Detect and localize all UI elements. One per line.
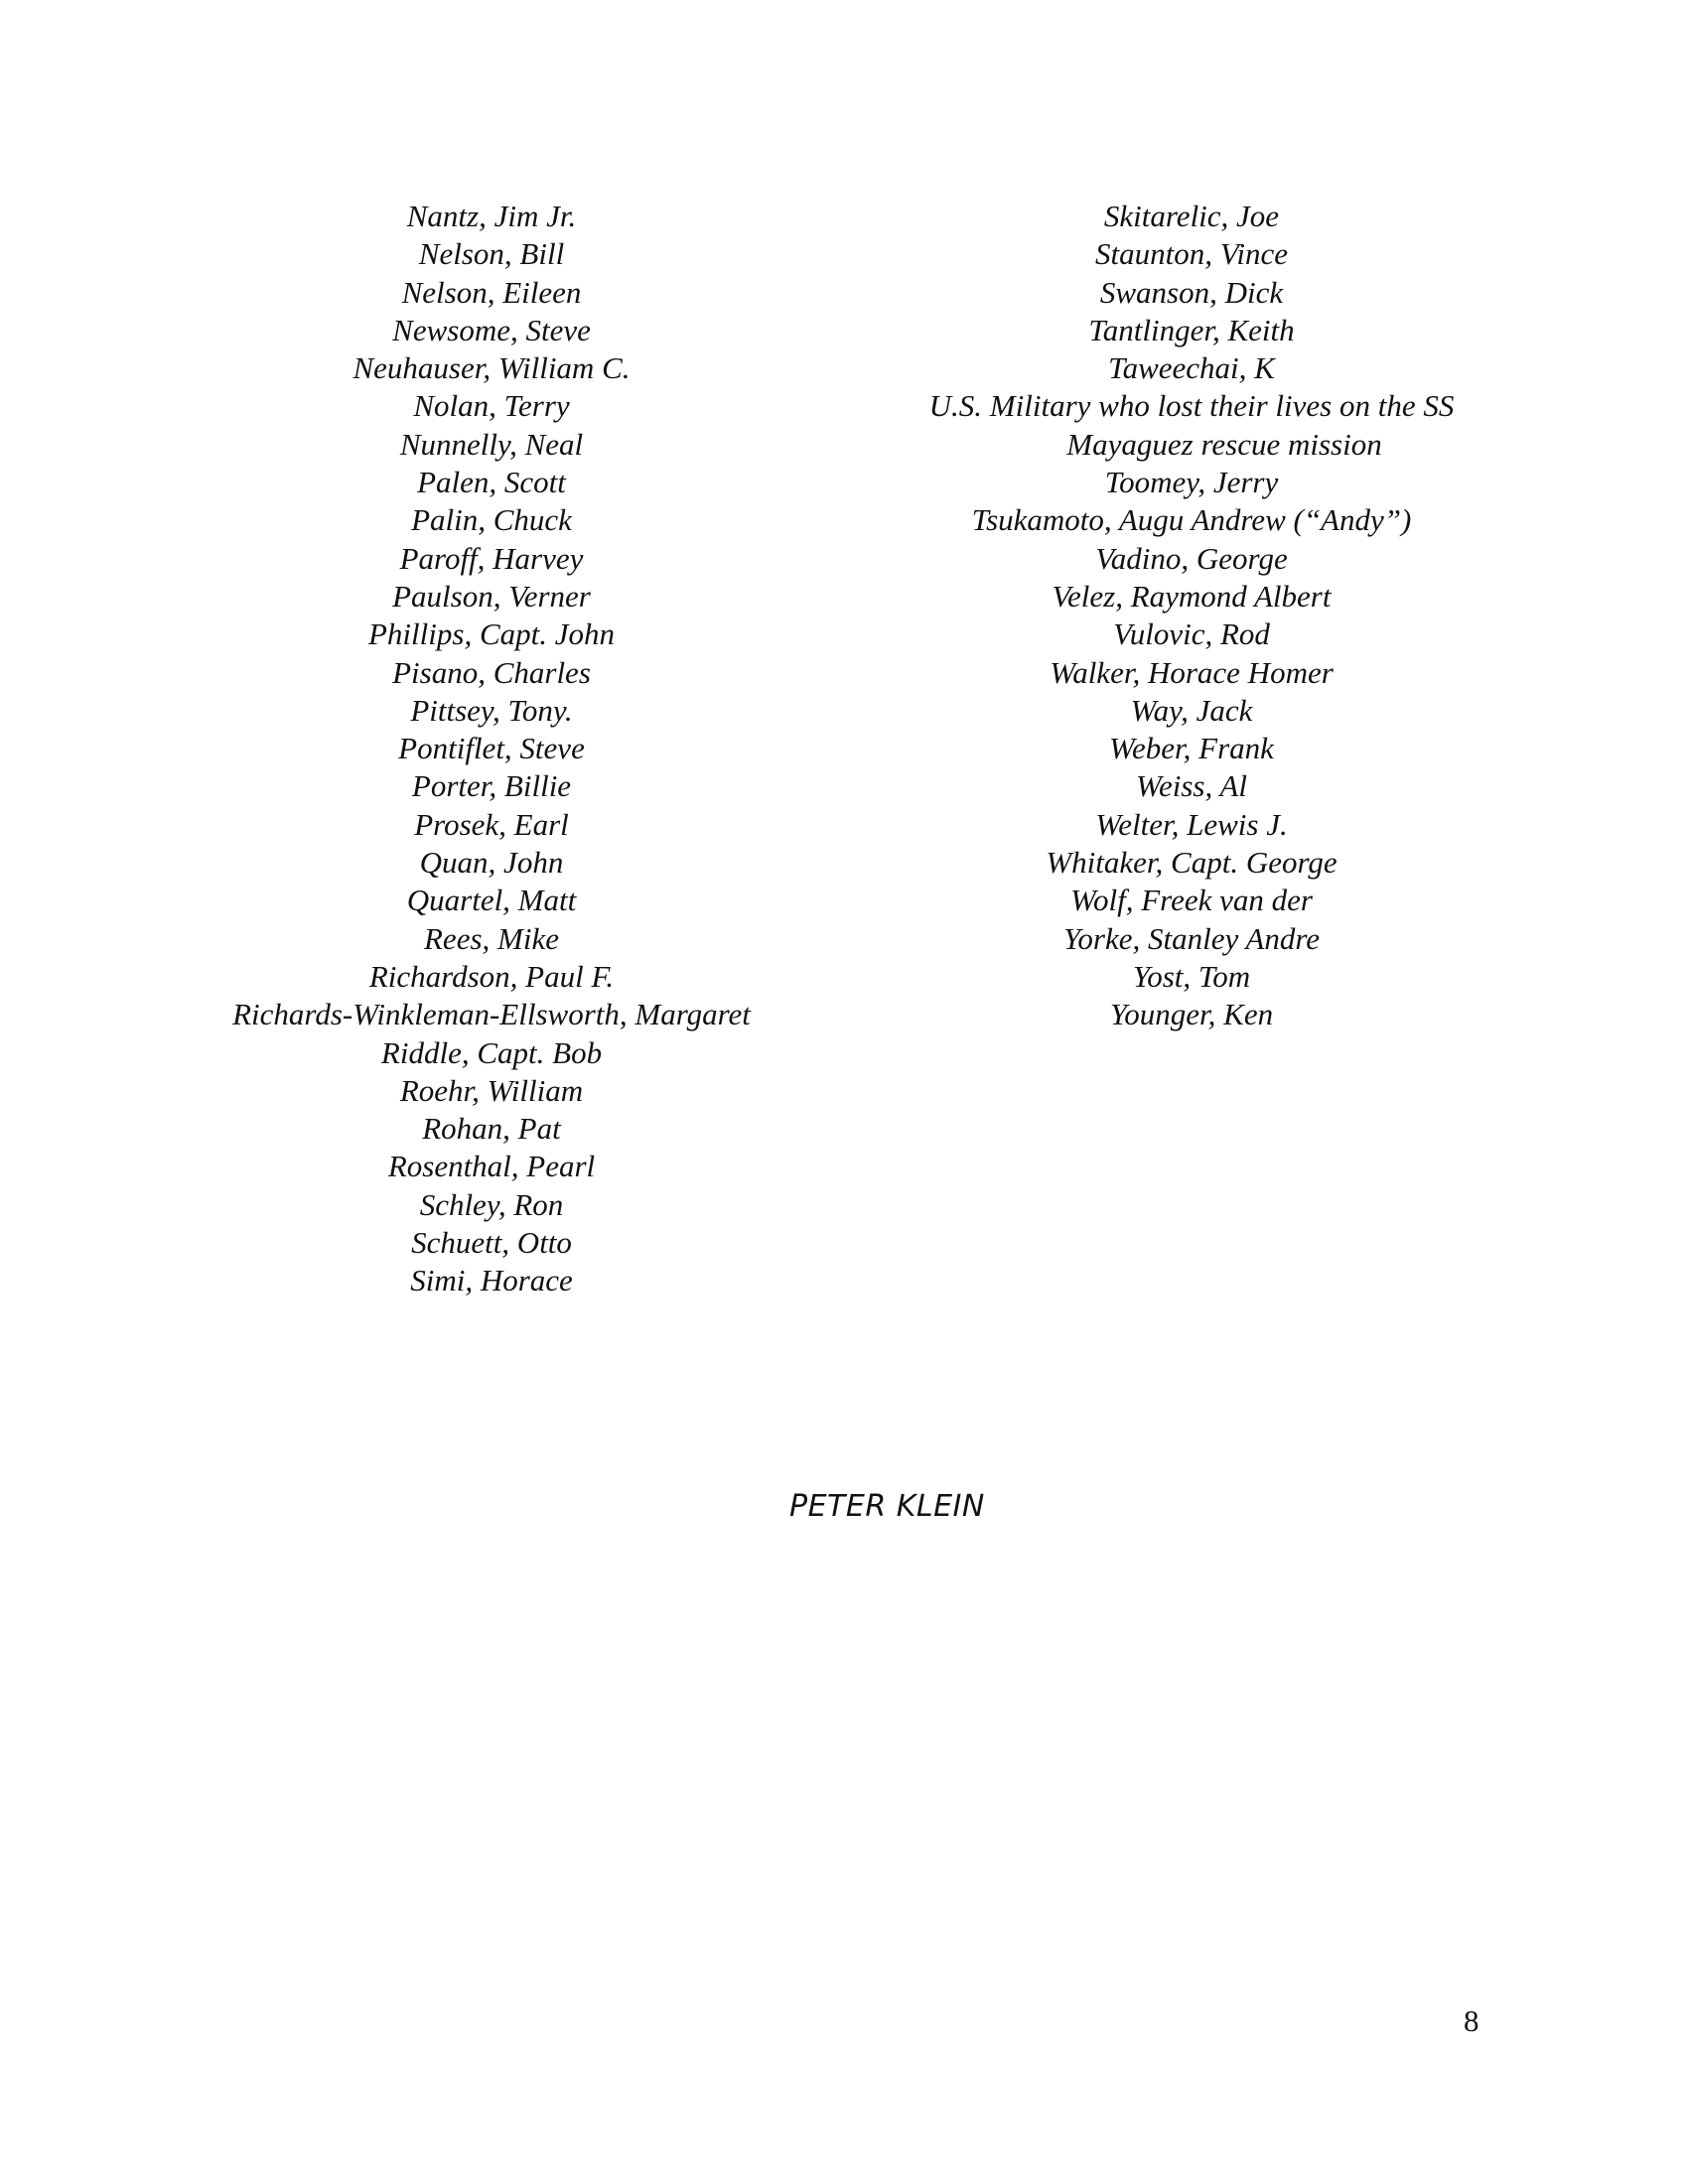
- name-entry: [194, 1262, 789, 1299]
- name-entry: [194, 198, 789, 235]
- name-entry: [194, 1148, 789, 1185]
- name-text: Quan, John: [419, 845, 564, 881]
- name-text: Pittsey, Tony.: [410, 692, 573, 728]
- name-text: Richards-Winkleman-Ellsworth, Margaret: [232, 997, 751, 1032]
- name-text: Welter, Lewis J.: [1095, 806, 1288, 842]
- name-entry: [889, 578, 1494, 615]
- name-entry: [194, 767, 789, 805]
- name-entry: [194, 235, 789, 273]
- name-text: Palin, Chuck: [411, 502, 572, 538]
- names-column-right: [889, 198, 1494, 1034]
- name-entry: [194, 1034, 789, 1072]
- name-entry: [889, 540, 1494, 578]
- name-entry: [194, 387, 789, 425]
- name-entry: [889, 958, 1494, 996]
- name-text: Whitaker, Capt. George: [1046, 845, 1337, 881]
- page-number: 8: [1464, 2003, 1479, 2038]
- name-entry: [194, 1224, 789, 1262]
- name-text: Neuhauser, William C.: [352, 350, 631, 386]
- name-text: Paulson, Verner: [392, 578, 591, 614]
- name-entry: [889, 920, 1494, 958]
- name-text: Schley, Ron: [419, 1186, 564, 1222]
- name-entry: [194, 882, 789, 919]
- name-entry: [194, 920, 789, 958]
- name-text: Prosek, Earl: [414, 806, 569, 842]
- name-text: Nantz, Jim Jr.: [406, 199, 577, 233]
- name-entry: [194, 692, 789, 730]
- name-entry: [194, 615, 789, 653]
- signature: PETER KLEIN: [789, 1489, 985, 1524]
- name-entry: [194, 540, 789, 578]
- names-column-left: [194, 198, 789, 1300]
- name-text: Rosenthal, Pearl: [387, 1149, 596, 1184]
- name-entry: [194, 501, 789, 539]
- name-entry: [194, 958, 789, 996]
- name-text: Porter, Billie: [411, 768, 572, 804]
- name-text: Mayaguez rescue mission: [1066, 426, 1382, 462]
- name-entry: [889, 464, 1494, 501]
- name-entry: [889, 654, 1494, 692]
- name-text: Simi, Horace: [410, 1263, 573, 1298]
- name-text: Roehr, William: [399, 1072, 584, 1108]
- name-entry: [889, 844, 1494, 882]
- name-text: Toomey, Jerry: [1104, 465, 1279, 500]
- name-text: Younger, Ken: [1109, 997, 1274, 1032]
- name-text: Pontiflet, Steve: [398, 731, 585, 766]
- name-entry: [889, 501, 1494, 539]
- name-text: Weber, Frank: [1109, 731, 1274, 766]
- name-entry: [889, 426, 1494, 464]
- name-entry: [889, 692, 1494, 730]
- name-entry: [889, 767, 1494, 805]
- name-entry: [194, 464, 789, 501]
- name-text: Skitarelic, Joe: [1103, 199, 1280, 233]
- name-text: Tantlinger, Keith: [1088, 312, 1295, 347]
- name-entry: [194, 274, 789, 312]
- name-text: Vulovic, Rod: [1113, 616, 1270, 652]
- name-entry: [194, 349, 789, 387]
- name-entry: [194, 1110, 789, 1148]
- name-text: Paroff, Harvey: [399, 540, 584, 576]
- name-text: Palen, Scott: [417, 465, 566, 500]
- name-text: Pisano, Charles: [392, 654, 591, 690]
- name-text: U.S. Military who lost their lives on the SS: [928, 388, 1455, 424]
- name-text: Schuett, Otto: [411, 1225, 572, 1261]
- name-entry: [889, 387, 1494, 425]
- name-text: Rohan, Pat: [422, 1111, 561, 1147]
- name-text: Swanson, Dick: [1099, 274, 1284, 310]
- name-text: Taweechai, K: [1108, 350, 1275, 386]
- name-text: Richardson, Paul F.: [368, 958, 615, 994]
- name-entry: [889, 235, 1494, 273]
- name-entry: [194, 730, 789, 767]
- name-entry: [889, 730, 1494, 767]
- name-entry: [889, 615, 1494, 653]
- name-entry: [889, 274, 1494, 312]
- name-text: Nelson, Bill: [418, 236, 565, 272]
- name-entry: [889, 349, 1494, 387]
- name-text: Rees, Mike: [424, 920, 559, 956]
- name-entry: [194, 1186, 789, 1224]
- name-text: Velez, Raymond Albert: [1052, 578, 1332, 614]
- name-entry: [194, 654, 789, 692]
- name-text: Tsukamoto, Augu Andrew (“Andy”): [971, 502, 1412, 538]
- name-entry: [194, 996, 789, 1033]
- name-entry: [194, 1072, 789, 1110]
- name-text: Quartel, Matt: [406, 883, 577, 918]
- name-text: Phillips, Capt. John: [368, 616, 615, 652]
- name-text: Staunton, Vince: [1095, 236, 1288, 272]
- name-text: Nelson, Eileen: [401, 274, 582, 310]
- name-text: Vadino, George: [1095, 540, 1288, 576]
- name-entry: [194, 578, 789, 615]
- name-text: Yorke, Stanley Andre: [1062, 920, 1321, 956]
- name-text: Weiss, Al: [1136, 768, 1247, 804]
- name-entry: [194, 312, 789, 349]
- name-entry: [194, 806, 789, 844]
- name-text: Way, Jack: [1130, 692, 1253, 728]
- name-entry: [889, 882, 1494, 919]
- name-entry: [194, 844, 789, 882]
- name-entry: [889, 996, 1494, 1033]
- name-entry: [889, 312, 1494, 349]
- name-entry: [889, 198, 1494, 235]
- name-text: Yost, Tom: [1132, 958, 1251, 994]
- name-text: Wolf, Freek van der: [1070, 883, 1313, 918]
- name-text: Walker, Horace Homer: [1050, 654, 1334, 690]
- name-entry: [194, 426, 789, 464]
- name-text: Newsome, Steve: [392, 312, 591, 347]
- name-entry: [889, 806, 1494, 844]
- name-text: Nunnelly, Neal: [399, 426, 584, 462]
- name-text: Nolan, Terry: [413, 388, 570, 424]
- name-text: Riddle, Capt. Bob: [380, 1034, 603, 1070]
